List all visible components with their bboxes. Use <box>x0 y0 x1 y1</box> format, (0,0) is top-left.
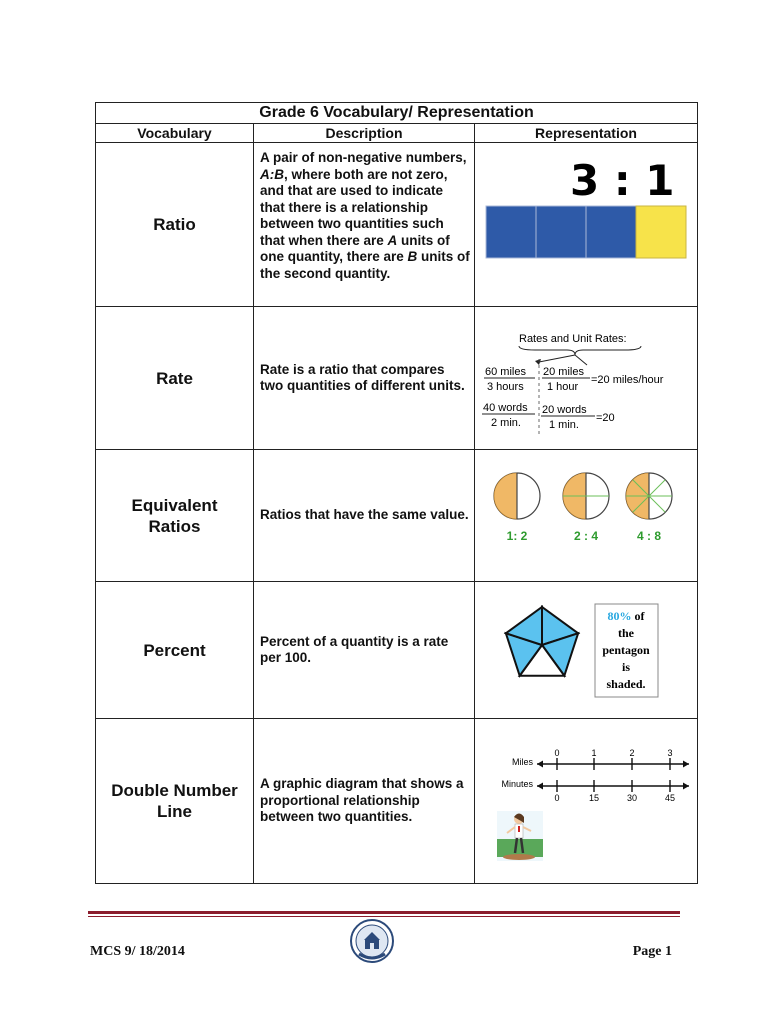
table-row <box>96 582 698 719</box>
vocabulary-table <box>95 102 698 884</box>
ratio-label-1-2: 1: 2 <box>506 529 528 543</box>
header-representation: Representation <box>475 124 698 143</box>
term-equivalent-ratios <box>96 450 254 582</box>
minutes-tick-label: 30 <box>626 793 638 803</box>
percent-caption-line-5: shaded. <box>606 677 646 691</box>
double-number-line-diagram <box>501 748 689 803</box>
unit-rate-den-1: 1 hour <box>547 381 579 393</box>
term-double-number-line <box>96 719 254 884</box>
miles-tick-label: 3 <box>667 748 673 758</box>
ratio-label-4-8: 4 : 8 <box>636 529 662 543</box>
percent-caption-line-1: 80% of <box>607 609 645 623</box>
ratio-label-2-4: 2 : 4 <box>573 529 599 543</box>
footer-rule-bottom <box>88 916 680 917</box>
arrow-right <box>575 355 587 365</box>
table-row <box>96 307 698 450</box>
pie-models <box>494 473 672 519</box>
ratio-blue-part <box>536 206 586 258</box>
header-description: Description <box>254 124 475 143</box>
ratio-bar-model <box>486 206 686 258</box>
footer-date: MCS 9/ 18/2014 <box>90 944 185 959</box>
percent-caption-line-3: pentagon <box>602 643 650 657</box>
miles-label: Miles <box>511 757 533 767</box>
representation-equivalent-ratios <box>475 450 698 582</box>
table-row <box>96 450 698 582</box>
rate-den-2: 2 min. <box>491 417 521 429</box>
miles-tick-label: 1 <box>591 748 597 758</box>
header-vocabulary: Vocabulary <box>96 124 254 143</box>
description-percent: Percent of a quantity is a rate per 100. <box>254 582 475 719</box>
term-percent: Percent <box>96 582 254 719</box>
table-header-row <box>96 124 698 143</box>
rates-heading: Rates and Unit Rates: <box>519 333 627 345</box>
school-seal <box>349 918 395 964</box>
runner-clipart <box>497 811 543 861</box>
representation-double-number-line <box>475 719 698 884</box>
unit-rate-num-2: 20 words <box>542 404 587 416</box>
minutes-tick-label: 15 <box>588 793 600 803</box>
pie-shaded-half <box>494 473 517 519</box>
unit-rate-den-2: 1 min. <box>549 419 579 431</box>
term-ratio: Ratio <box>96 143 254 307</box>
ratio-blue-part <box>586 206 636 258</box>
description-rate: Rate is a ratio that compares two quantities of different units. <box>254 307 475 450</box>
rate-den-1: 3 hours <box>487 381 524 393</box>
miles-tick-label: 0 <box>554 748 560 758</box>
unit-rate-result-2: =20 <box>596 412 615 424</box>
ratio-yellow-part <box>636 206 686 258</box>
percent-caption-line-4: is <box>621 660 631 674</box>
term-equivalent-ratios-label: Equivalent Ratios <box>131 495 218 536</box>
rate-num-1: 60 miles <box>485 366 526 378</box>
minutes-tick-label: 45 <box>664 793 676 803</box>
representation-rate <box>475 307 698 450</box>
description-double-number-line: A graphic diagram that shows a proportional relationship between two quantities. <box>254 719 475 884</box>
unit-rate-num-1: 20 miles <box>543 366 584 378</box>
representation-ratio <box>475 143 698 307</box>
miles-tick-label: 2 <box>629 748 635 758</box>
arrow-left <box>539 355 575 362</box>
footer-page-number: Page 1 <box>632 944 672 959</box>
table-row <box>96 719 698 884</box>
term-double-number-line-label: Double Number Line <box>111 781 238 821</box>
description-ratio: A pair of non-negative numbers, A:B, where both are not zero, and that are used to indicate that there is a relationship between two quantities such that when there are A units of one quantity, there are B units of the second quantity. <box>254 143 475 307</box>
rate-num-2: 40 words <box>483 402 528 414</box>
minutes-label: Minutes <box>501 779 533 789</box>
term-rate: Rate <box>96 307 254 450</box>
description-equivalent-ratios: Ratios that have the same value. <box>254 450 475 582</box>
unit-rate-result-1: =20 miles/hour <box>591 374 664 386</box>
ratio-blue-part <box>486 206 536 258</box>
percent-caption-line-2: the <box>618 626 634 640</box>
representation-percent <box>475 582 698 719</box>
pentagon-diagram <box>506 607 578 676</box>
footer-rule-top <box>88 911 680 914</box>
minutes-tick-label: 0 <box>554 793 560 803</box>
table-title: Grade 6 Vocabulary/ Representation <box>96 103 698 124</box>
ratio-3-1-text: 3 : 1 <box>570 156 675 205</box>
table-row <box>96 143 698 307</box>
